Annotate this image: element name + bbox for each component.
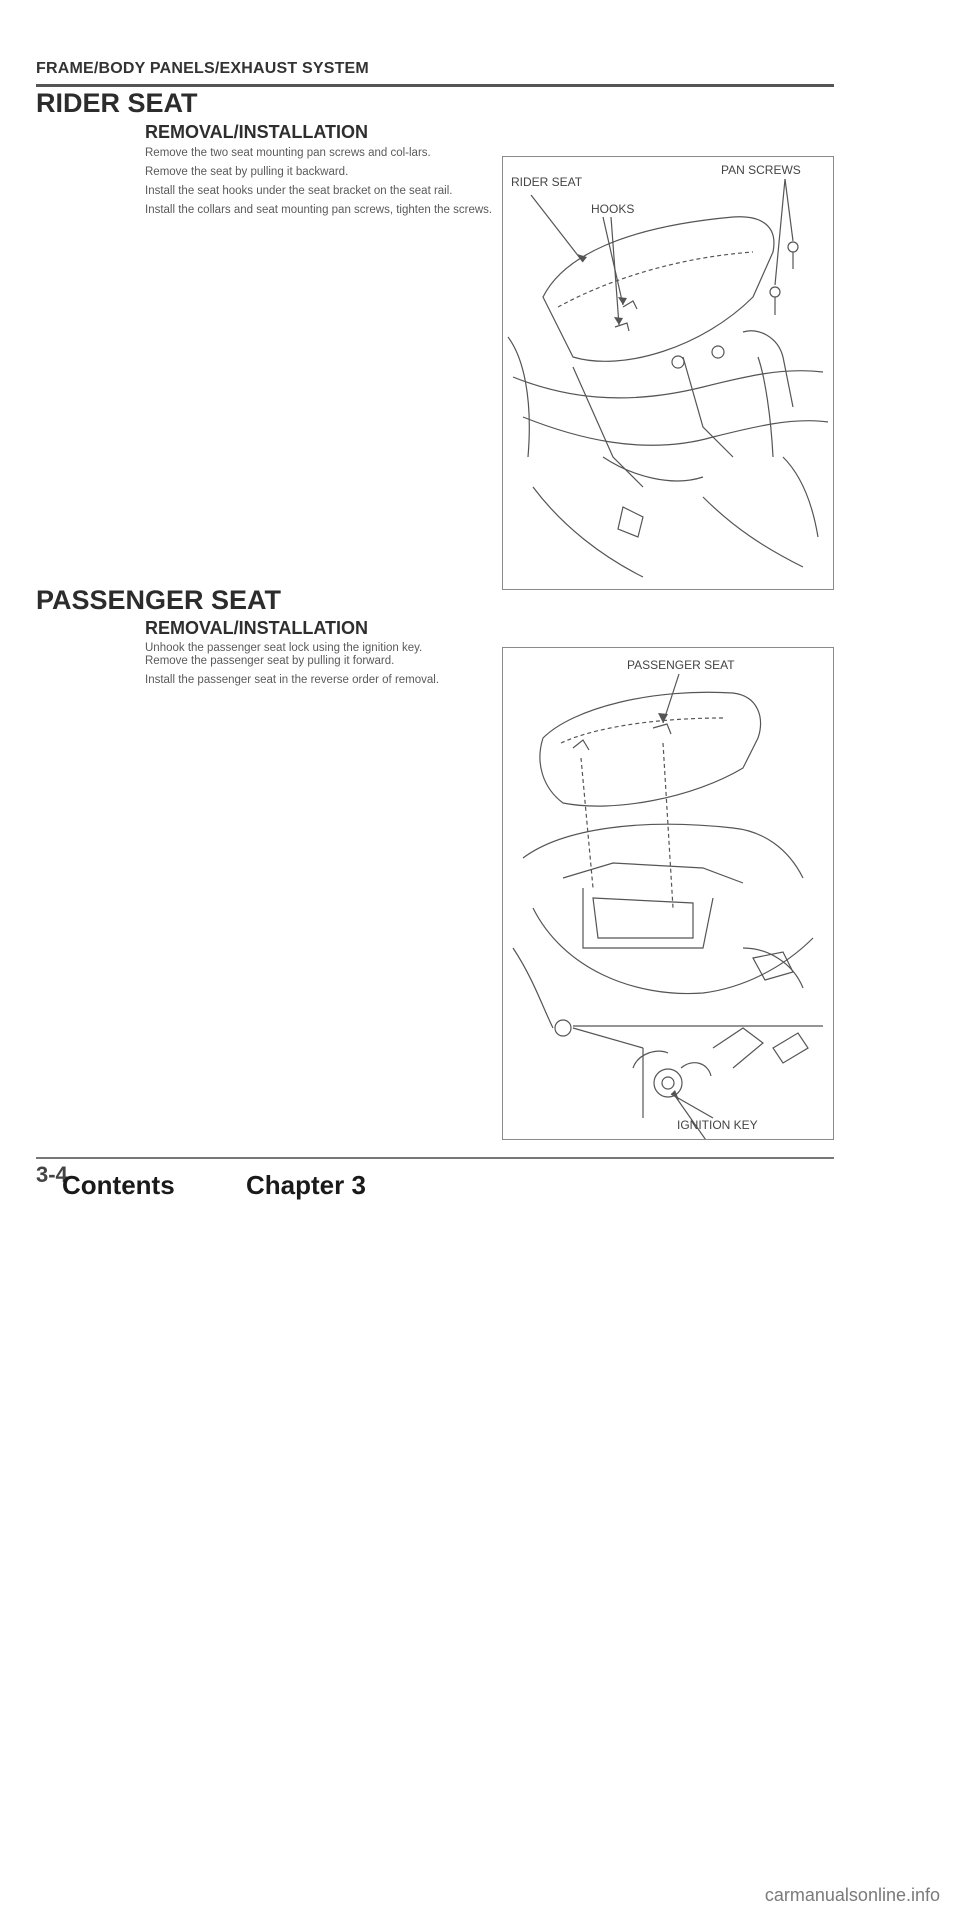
rider-seat-title: RIDER SEAT [36,88,198,118]
section-header: FRAME/BODY PANELS/EXHAUST SYSTEM [36,60,369,77]
passenger-seat-instructions [145,642,493,693]
rider-seat-subtitle: REMOVAL/INSTALLATION [145,122,368,142]
rider-seat-illustration [503,157,833,589]
rider-step-3: Install the seat hooks under the seat bracket on the seat rail. [145,185,453,197]
footer-rule [36,1157,834,1159]
page-number: 3-4 [36,1162,68,1187]
rider-seat-callout: RIDER SEAT [511,175,583,189]
rider-step-2: Remove the seat by pulling it backward. [145,166,349,178]
pan-screws-callout: PAN SCREWS [721,163,801,177]
rider-seat-figure [502,156,834,590]
contents-link[interactable]: Contents [62,1170,175,1200]
passenger-seat-figure [502,647,834,1140]
passenger-seat-title: PASSENGER SEAT [36,585,282,615]
rider-step-4: Install the collars and seat mounting pan screws, tighten the screws. [145,204,493,216]
rider-step-1: Remove the two seat mounting pan screws and col-lars. [145,147,431,159]
header-rule [36,84,834,87]
hooks-callout: HOOKS [591,202,635,216]
rider-seat-instructions [145,147,493,223]
passenger-seat-illustration [503,648,833,1139]
passenger-step-3: Install the passenger seat in the reverse order of removal. [145,674,440,686]
passenger-seat-callout: PASSENGER SEAT [627,658,735,672]
chapter-3-link[interactable]: Chapter 3 [246,1170,366,1200]
passenger-seat-subtitle: REMOVAL/INSTALLATION [145,618,368,638]
passenger-step-1: Unhook the passenger seat lock using the ignition key. [145,642,423,654]
passenger-step-2: Remove the passenger seat by pulling it forward. [145,655,395,667]
ignition-key-callout: IGNITION KEY [677,1118,758,1132]
watermark: carmanualsonline.info [764,1885,940,1905]
